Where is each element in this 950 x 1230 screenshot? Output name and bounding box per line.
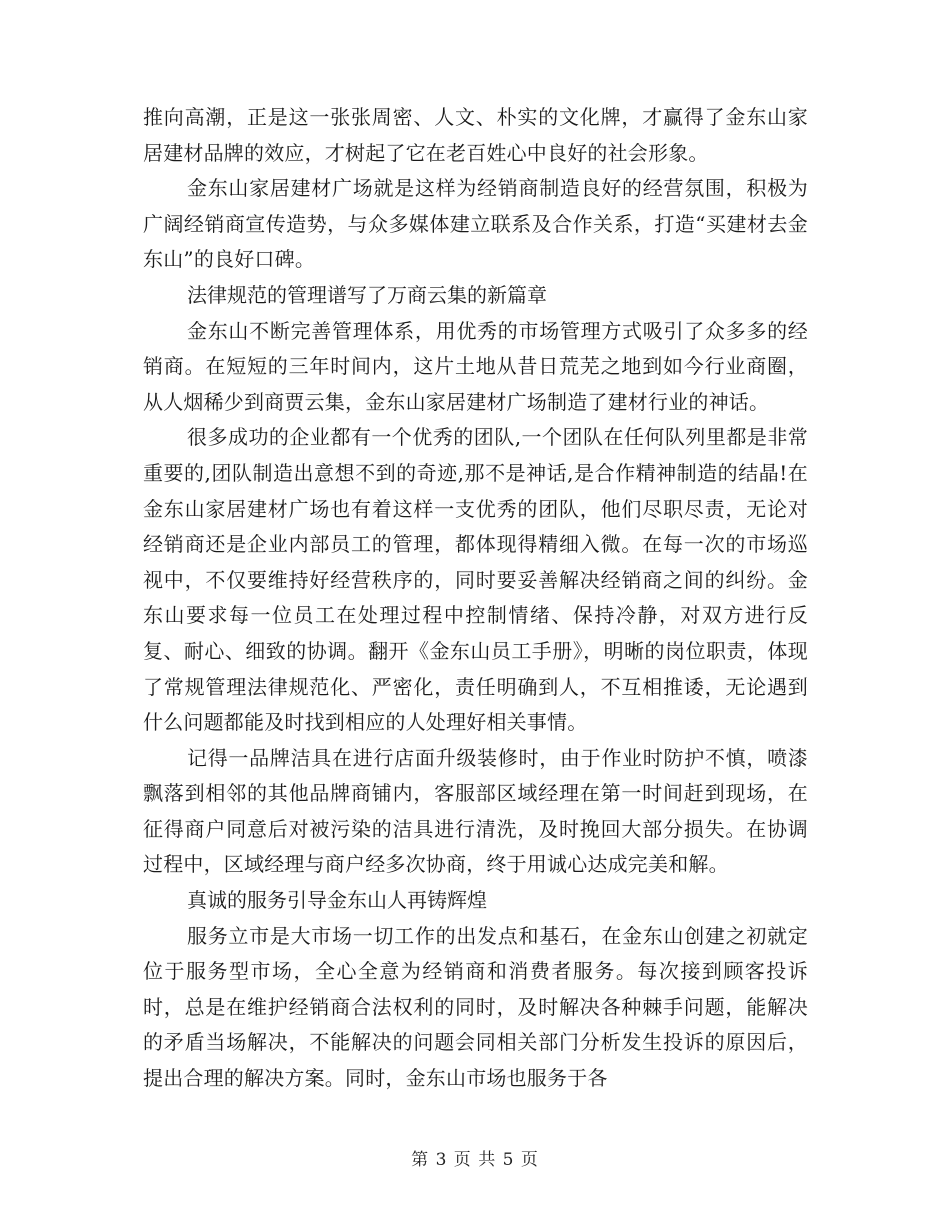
section-heading-management: 法律规范的管理谱写了万商云集的新篇章 xyxy=(187,282,547,307)
paragraph-continuation: 推向高潮，正是这一张张周密、人文、朴实的文化牌，才赢得了金东山家居建材品牌的效应，才树起了它在老百姓心中良好的社会形象。 xyxy=(143,105,808,165)
paragraph-management-system: 金东山不断完善管理体系，用优秀的市场管理方式吸引了众多多的经销商。在短短的三年时间内，这片土地从昔日荒芜之地到如今行业商圈，从人烟稀少到商贾云集，金东山家居建材广场制造了建材行业的神话。 xyxy=(143,318,808,414)
paragraph-example: 记得一品牌洁具在进行店面升级装修时，由于作业时防护不慎，喷漆飘落到相邻的其他品牌商铺内，客服部区域经理在第一时间赶到现场，在征得商户同意后对被污染的洁具进行清洗，及时挽回大部分损失。在协调过程中，区域经理与商户经多次协商，终于用诚心达成完美和解。 xyxy=(143,745,808,877)
section-heading-service: 真诚的服务引导金东山人再铸辉煌 xyxy=(187,888,487,913)
paragraph-team: 很多成功的企业都有一个优秀的团队,一个团队在任何队列里都是非常重要的,团队制造出意想不到的奇迹,那不是神话,是合作精神制造的结晶!在金东山家居建材广场也有着这样一支优秀的团队，他们尽职尽责，无论对经销商还是企业内部员工的管理，都体现得精细入微。在每一次的市场巡视中，不仅要维持好经营秩序的，同时要妥善解决经销商之间的纠纷。金东山要求每一位员工在处理过程中控制情绪、保持冷静，对双方进行反复、耐心、细致的协调。翻开《金东山员工手册》，明晰的岗位职责，体现了常规管理法律规范化、严密化，责任明确到人，不互相推诿，无论遇到什么问题都能及时找到相应的人处理好相关事情。 xyxy=(143,425,808,735)
paragraph-marketing: 金东山家居建材广场就是这样为经销商制造良好的经营氛围，积极为广阔经销商宣传造势，与众多媒体建立联系及合作关系，打造“买建材去金东山”的良好口碑。 xyxy=(143,176,808,272)
page-footer: 第 3 页 共 5 页 xyxy=(411,1150,539,1170)
paragraph-service: 服务立市是大市场一切工作的出发点和基石，在金东山创建之初就定位于服务型市场，全心全意为经销商和消费者服务。每次接到顾客投诉时，总是在维护经销商合法权利的同时，及时解决各种棘手问题，能解决的矛盾当场解决，不能解决的问题会同相关部门分析发生投诉的原因后，提出合理的解决方案。同时，金东山市场也服务于各 xyxy=(143,923,808,1091)
document-body xyxy=(143,100,808,1097)
